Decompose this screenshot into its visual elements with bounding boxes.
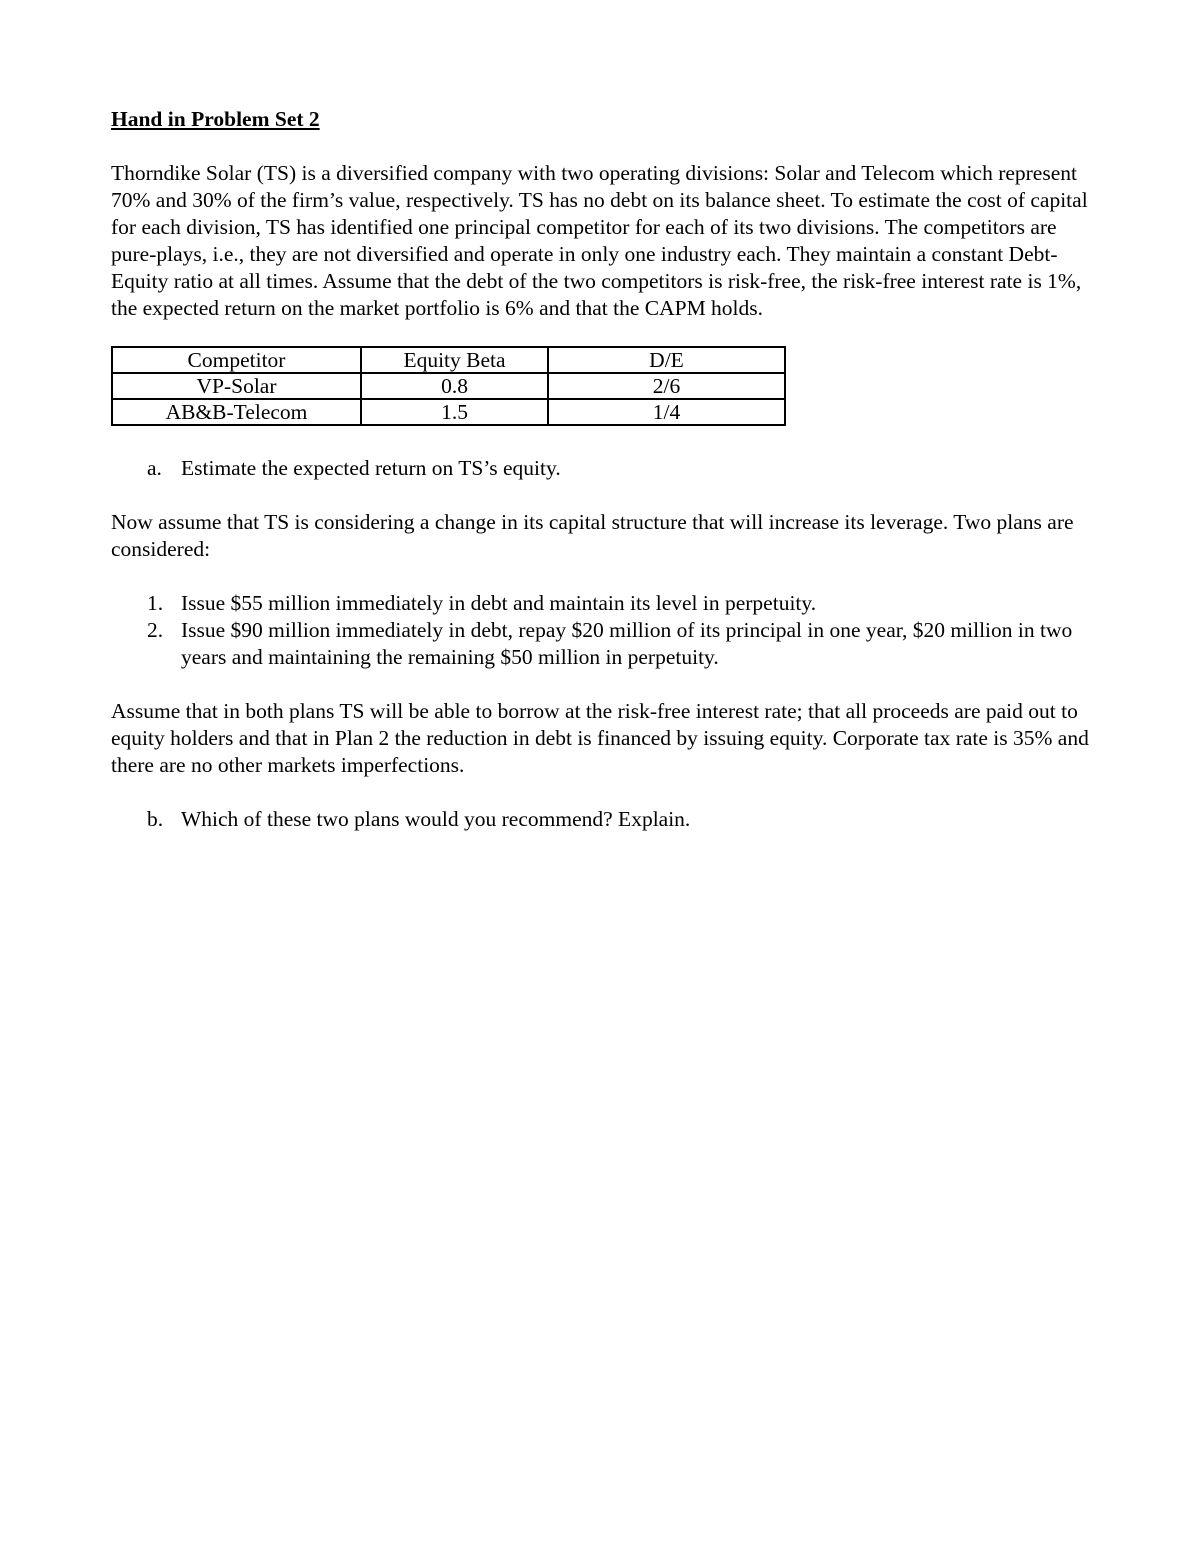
question-b xyxy=(111,806,1091,833)
table-row xyxy=(112,373,785,399)
plan-1-text: Issue $55 million immediately in debt and maintain its level in perpetuity. xyxy=(181,591,817,615)
question-a-text: Estimate the expected return on TS’s equity. xyxy=(181,456,561,480)
table-header-cell: Competitor xyxy=(112,347,361,373)
competitor-table xyxy=(111,346,786,426)
table-cell: VP-Solar xyxy=(112,373,361,399)
table-cell: 0.8 xyxy=(361,373,548,399)
intro-paragraph: Thorndike Solar (TS) is a diversified company with two operating divisions: Solar and Telecom which represent 70% and 30% of the firm’s value, respectively. TS has no debt on its balance sheet. To estimate the cost of capital for each division, TS has identified one principal competitor for each of its two divisions. The competitors are pure-plays, i.e., they are not diversified and operate in only one industry each. They maintain a constant Debt-Equity ratio at all times. Assume that the debt of the two competitors is risk-free, the risk-free interest rate is 1%, the expected return on the market portfolio is 6% and that the CAPM holds. xyxy=(111,161,1088,320)
plan-2-text: Issue $90 million immediately in debt, repay $20 million of its principal in one year, $20 million in two years and maintaining the remaining $50 million in perpetuity. xyxy=(181,618,1073,669)
list-item xyxy=(111,590,1091,617)
plan-1-marker: 1. xyxy=(147,591,164,615)
table-header-row xyxy=(112,347,785,373)
plan-2-marker: 2. xyxy=(147,618,164,642)
table-cell: AB&B-Telecom xyxy=(112,399,361,425)
leverage-paragraph: Now assume that TS is considering a change in its capital structure that will increase its leverage. Two plans are considered: xyxy=(111,510,1074,561)
question-b-marker: b. xyxy=(147,807,164,831)
table-row xyxy=(112,399,785,425)
question-b-text: Which of these two plans would you recommend? Explain. xyxy=(181,807,691,831)
question-a xyxy=(111,455,1091,482)
table-header-cell: D/E xyxy=(548,347,785,373)
list-item xyxy=(111,617,1091,671)
document-title: Hand in Problem Set 2 xyxy=(111,107,320,131)
plans-list xyxy=(111,590,1091,671)
question-a-marker: a. xyxy=(147,456,162,480)
table-cell: 1/4 xyxy=(548,399,785,425)
table-cell: 1.5 xyxy=(361,399,548,425)
table-cell: 2/6 xyxy=(548,373,785,399)
assumption-paragraph: Assume that in both plans TS will be able to borrow at the risk-free interest rate; that all proceeds are paid out to equity holders and that in Plan 2 the reduction in debt is financed by issuing equity. Corporate tax rate is 35% and there are no other markets imperfections. xyxy=(111,699,1089,777)
document-page xyxy=(111,106,1091,833)
table-header-cell: Equity Beta xyxy=(361,347,548,373)
